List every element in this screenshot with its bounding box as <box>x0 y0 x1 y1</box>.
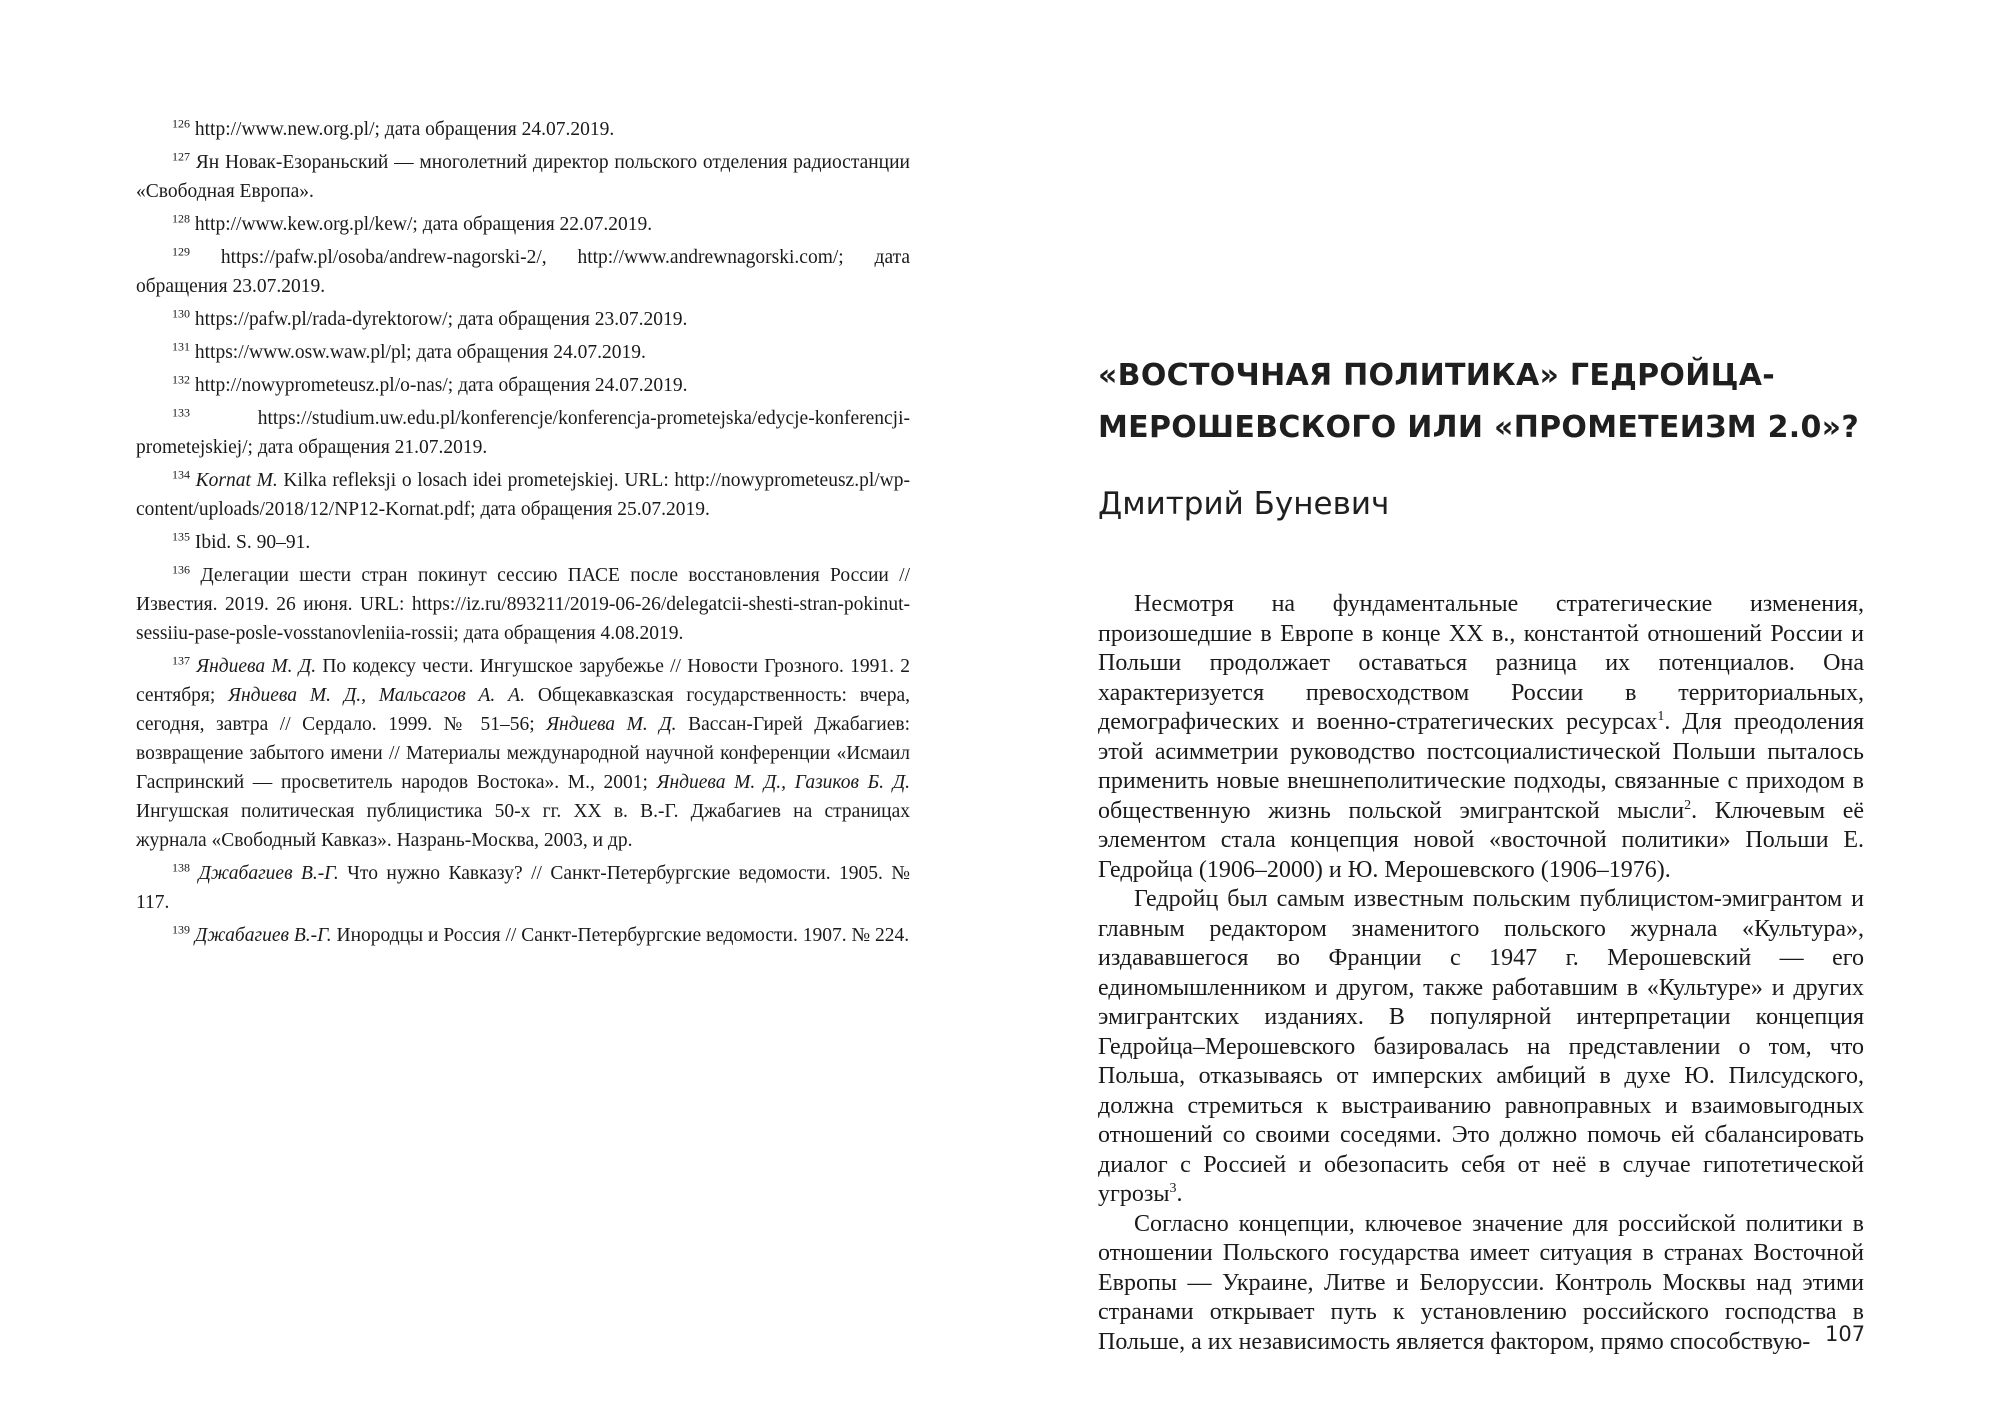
body-text <box>1098 590 1864 1357</box>
paragraph-text: Гедройц был самым известным польским публицистом-эмигрантом и главным редактором знаменитого польского журнала «Культура», издававшегося во Франции с 1947 г. Мерошевский — его единомышленником и другом, также работавшим в «Культуре» и других эмигрантских изданиях. В популярной интерпретации концепция Гедройца–Мерошевского базировалась на представлении о том, что Польша, отказываясь от имперских амбиций в духе Ю. Пилсудского, должна стремиться к выстраиванию равноправных и взаимовыгодных отношений со своими соседями. Это должно помочь ей сбалансировать диалог с Россией и обезопасить себя от неё в случае гипотетической угрозы <box>1098 886 1864 1207</box>
footnote-number: 132 <box>172 372 190 387</box>
footnote-text: Что нужно Кавказу? // Санкт-Петербургские ведомости. 1905. № 117. <box>136 863 910 913</box>
footnote <box>136 338 910 367</box>
footnote-text: Делегации шести стран покинут сессию ПАСЕ после восстановления России // Известия. 2019. 26 июня. URL: https://iz.ru/893211/2019-06-26/delegatcii-shesti-stran-pokinut-sessiiu-pase-posle-vosstanovleniia-rossii; дата обращения 4.08.2019. <box>136 565 911 644</box>
paragraph <box>1098 590 1864 885</box>
footnote-author: Джабагиев В.-Г. <box>198 863 339 884</box>
footnote-ref: 2 <box>1684 797 1692 813</box>
footnote-number: 131 <box>172 339 190 354</box>
footnote <box>136 305 910 334</box>
paragraph <box>1098 885 1864 1210</box>
footnote-number: 130 <box>172 306 190 321</box>
footnotes-page <box>136 115 910 954</box>
footnote-ref: 1 <box>1657 709 1665 724</box>
footnote-text: Kilka refleksji o losach idei prometejskiej. URL: http://nowyprometeusz.pl/wp-content/uploads/2018/12/NP12-Kornat.pdf; дата обращения 25.07.2019. <box>136 470 910 520</box>
footnote <box>136 921 910 950</box>
footnote-number: 129 <box>172 244 190 259</box>
footnote-author: Яндиева М. Д. <box>546 714 677 735</box>
footnote-text: http://nowyprometeusz.pl/o-nas/; дата обращения 24.07.2019. <box>194 375 688 396</box>
footnote-text: Инородцы и Россия // Санкт-Петербургские ведомости. 1907. № 224. <box>331 925 910 946</box>
footnote-text: Ян Новак-Езораньский — многолетний директор польского отделения радиостанции «Свободная Европа». <box>136 152 910 202</box>
footnote-author: Джабагиев В.-Г. <box>194 925 332 946</box>
footnote-author: Яндиева М. Д., Газиков Б. Д. <box>656 772 910 793</box>
footnote-author: Яндиева М. Д., Мальсагов А. А. <box>228 685 525 706</box>
author-name: Дмитрий Буневич <box>1098 486 1390 522</box>
footnote-text: Общекавказская государственность: вчера, сегодня, завтра // Сердало. 1999. № 51–56; <box>136 685 910 735</box>
footnote <box>136 652 910 855</box>
footnote-author: Яндиева М. Д. <box>196 656 317 677</box>
footnote-text: https://www.osw.waw.pl/pl; дата обращения 24.07.2019. <box>194 342 646 363</box>
footnote-number: 136 <box>172 562 190 577</box>
footnote <box>136 210 910 239</box>
footnote-text: https://studium.uw.edu.pl/konferencje/konferencja-prometejska/edycje-konferencji-prometejskiej/; дата обращения 21.07.2019. <box>136 408 910 458</box>
paragraph-text: . Для преодоления этой асимметрии руководство постсоциалистической Польши пыталось применить новые внешнеполитические подходы, связанные с приходом в общественную жизнь польской эмигрантской мысли <box>1098 709 1864 824</box>
chapter-page <box>1098 350 1864 1357</box>
footnote <box>136 371 910 400</box>
paragraph <box>1098 1210 1864 1358</box>
footnote-author: Kornat M. <box>195 470 278 491</box>
footnote-number: 133 <box>172 405 190 420</box>
footnote-number: 126 <box>172 116 190 131</box>
footnote-number: 135 <box>172 529 190 544</box>
footnote <box>136 561 910 648</box>
footnote <box>136 859 910 917</box>
footnote-text: Ингушская политическая публицистика 50-х гг. XX в. В.-Г. Джабагиев на страницах журнала «Свободный Кавказ». Назрань-Москва, 2003, и др. <box>136 801 910 851</box>
footnote-number: 139 <box>172 922 190 937</box>
footnote <box>136 115 910 144</box>
footnote <box>136 404 910 462</box>
footnote-text: Ibid. S. 90–91. <box>194 532 311 553</box>
footnote-text: http://www.new.org.pl/; дата обращения 24.07.2019. <box>194 119 615 140</box>
footnote-text: http://www.kew.org.pl/kew/; дата обращения 22.07.2019. <box>194 214 653 235</box>
page-number: 107 <box>1825 1322 1866 1346</box>
footnote <box>136 466 910 524</box>
chapter-title: «ВОСТОЧНАЯ ПОЛИТИКА» ГЕДРОЙЦА-МЕРОШЕВСКОГО ИЛИ «ПРОМЕТЕИЗМ 2.0»? <box>1098 358 1860 445</box>
paragraph-text: Несмотря на фундаментальные стратегические изменения, произошедшие в Европе в конце XX в., константой отношений России и Польши продолжает оставаться разница их потенциалов. Она характеризуется превосходством России в территориальных, демографических и военно-стратегических ресурсах <box>1098 591 1864 735</box>
footnote-number: 138 <box>172 860 190 875</box>
paragraph-text: Согласно концепции, ключевое значение для российской политики в отношении Польского государства имеет ситуация в странах Восточной Европы — Украине, Литве и Белоруссии. Контроль Москвы над этими странами открывает путь к установлению российского господства в Польше, а их независимость является фактором, прямо способствую- <box>1098 1210 1864 1355</box>
footnote-text: Вассан-Гирей Джабагиев: возвращение забытого имени // Материалы международной научной конференции «Исмаил Гаспринский — просветитель народов Востока». М., 2001; <box>136 714 910 793</box>
footnote-number: 128 <box>172 211 190 226</box>
paragraph-text: . Ключевым её элементом стала концепция новой «восточной политики» Польши Е. Гедройца (1906–2000) и Ю. Мерошевского (1906–1976). <box>1098 797 1865 883</box>
paragraph-text: . <box>1176 1181 1183 1207</box>
footnote-number: 127 <box>172 149 190 164</box>
footnote-ref: 3 <box>1169 1181 1177 1196</box>
footnote-number: 134 <box>172 467 190 482</box>
footnote-text: https://pafw.pl/osoba/andrew-nagorski-2/, http://www.andrewnagorski.com/; дата обращения 23.07.2019. <box>136 247 911 297</box>
footnote <box>136 528 910 557</box>
footnote-text: https://pafw.pl/rada-dyrektorow/; дата обращения 23.07.2019. <box>194 309 688 330</box>
footnote-number: 137 <box>172 653 190 668</box>
footnote <box>136 243 910 301</box>
footnote-text: По кодексу чести. Ингушское зарубежье // Новости Грозного. 1991. 2 сентября; <box>136 656 911 706</box>
footnote <box>136 148 910 206</box>
